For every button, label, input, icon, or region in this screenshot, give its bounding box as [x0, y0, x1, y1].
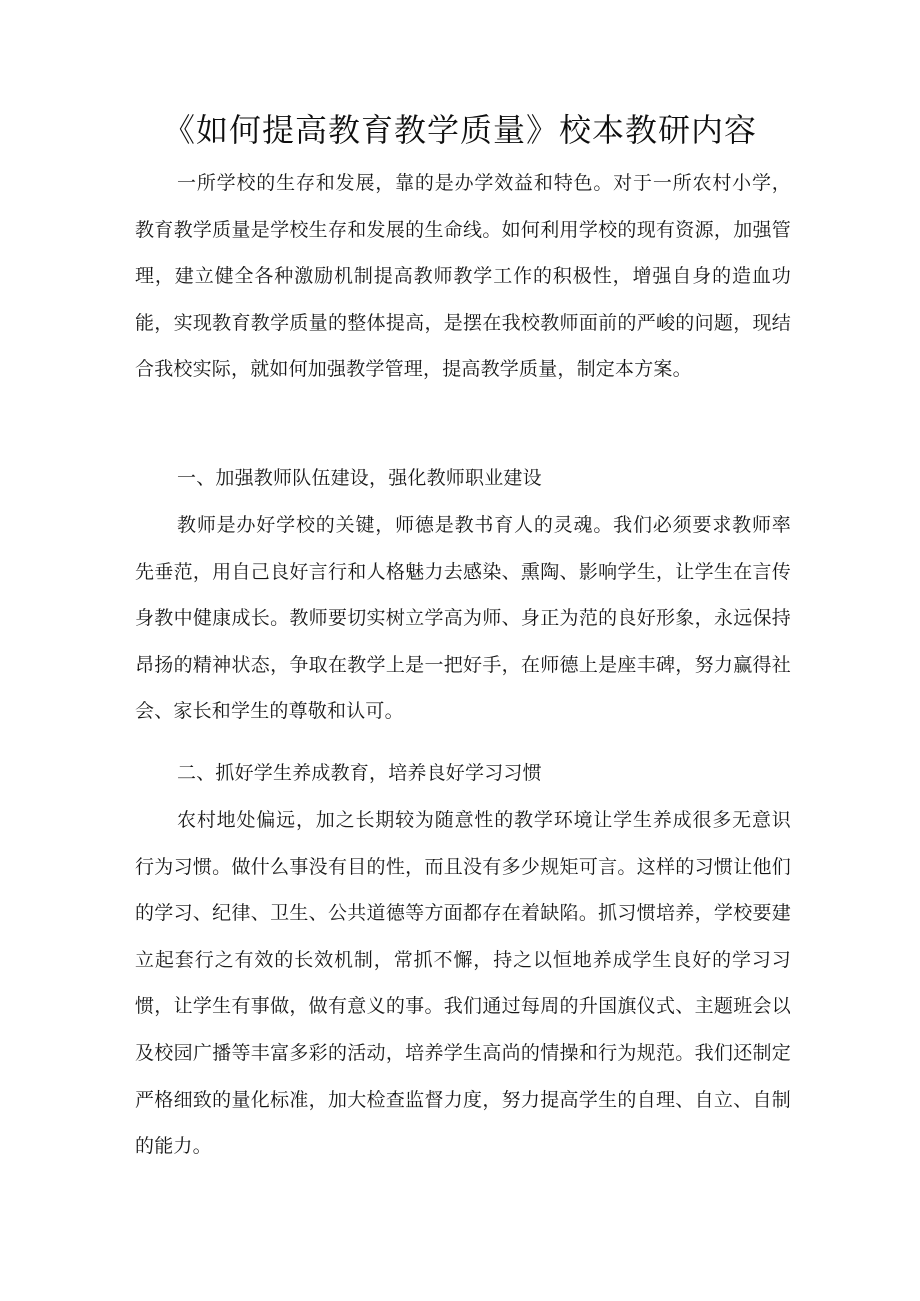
section-1-heading: 一、加强教师队伍建设，强化教师职业建设 [177, 467, 542, 489]
section-2-paragraph: 农村地处偏远，加之长期较为随意性的教学环境让学生养成很多无意识行为习惯。做什么事没有目的性，而且没有多少规矩可言。这样的习惯让他们的学习、纪律、卫生、公共道德等方面都存在着缺陷。抓习惯培养，学校要建立起套行之有效的长效机制，常抓不懈，持之以恒地养成学生良好的学习习惯，让学生有事做，做有意义的事。我们通过每周的升国旗仪式、主题班会以及校园广播等丰富多彩的活动，培养学生高尚的情操和行为规范。我们还制定严格细致的量化标准，加大检查监督力度，努力提高学生的自理、自立、自制的能力。 [135, 809, 791, 1158]
section-1-paragraph: 教师是办好学校的关键，师德是教书育人的灵魂。我们必须要求教师率先垂范，用自己良好言行和人格魅力去感染、熏陶、影响学生，让学生在言传身教中健康成长。教师要切实树立学高为师、身正为范的良好形象，永远保持昂扬的精神状态，争取在教学上是一把好手，在师德上是座丰碑，努力赢得社会、家长和学生的尊敬和认可。 [135, 514, 791, 723]
section-2-heading: 二、抓好学生养成教育，培养良好学习习惯 [177, 762, 542, 784]
document-title: 《如何提高教育教学质量》校本教研内容 [162, 111, 757, 149]
intro-paragraph: 一所学校的生存和发展，靠的是办学效益和特色。对于一所农村小学，教育教学质量是学校生存和发展的生命线。如何利用学校的现有资源，加强管理，建立健全各种激励机制提高教师教学工作的积极性，增强自身的造血功能，实现教育教学质量的整体提高，是摆在我校教师面前的严峻的问题，现结合我校实际，就如何加强教学管理，提高教学质量，制定本方案。 [135, 172, 791, 381]
